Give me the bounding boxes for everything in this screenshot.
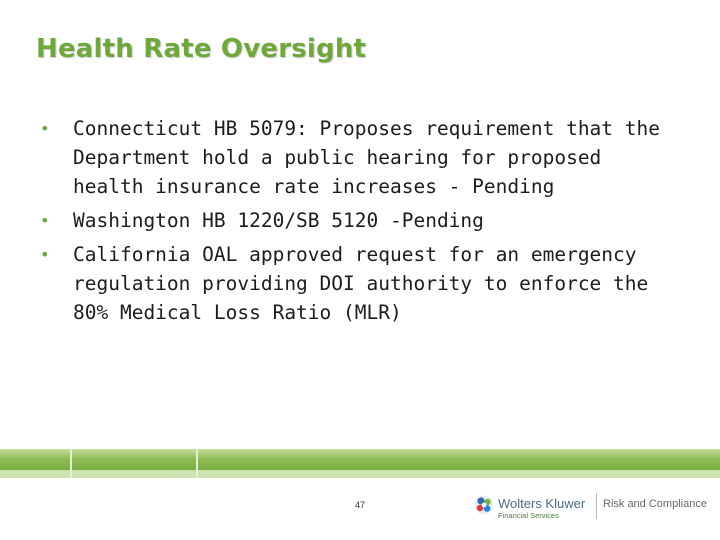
globe-icon — [474, 495, 494, 515]
company-logo — [474, 492, 707, 524]
bullet-item-connecticut: • Connecticut HB 5079: Proposes requirement that the Department hold a public hearing for proposed health insurance rate increases - Pending — [40, 114, 680, 201]
footer-band-divider — [196, 449, 198, 478]
bullet-item-washington: • Washington HB 1220/SB 5120 -Pending — [40, 206, 680, 235]
bullet-list — [40, 114, 680, 332]
slide-title: Health Rate Oversight — [36, 34, 367, 64]
page-number: 47 — [354, 500, 365, 510]
logo-separator — [596, 493, 597, 519]
brand-name: Wolters Kluwer — [498, 496, 586, 511]
division-name: Risk and Compliance — [603, 498, 707, 510]
footer-band-divider — [70, 449, 72, 478]
bullet-item-california: • California OAL approved request for an emergency regulation providing DOI authority to enforce the 80% Medical Loss Ratio (MLR) — [40, 240, 680, 327]
brand-subtitle: Financial Services — [498, 511, 559, 520]
footer-band — [0, 449, 720, 478]
